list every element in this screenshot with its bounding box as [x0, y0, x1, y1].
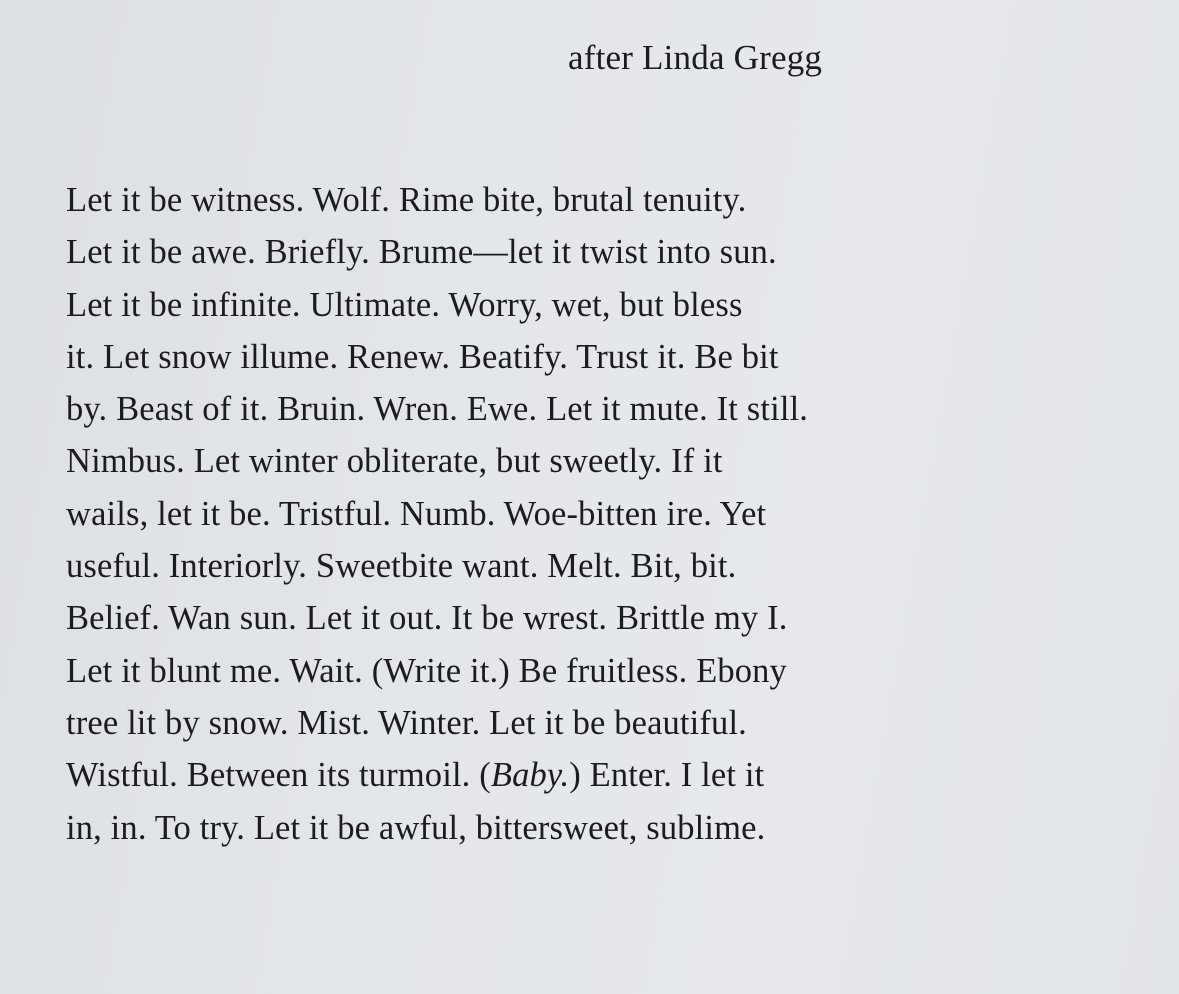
poem-line: Let it blunt me. Wait. (Write it.) Be fruitless. Ebony	[66, 651, 787, 690]
dedication: after Linda Gregg	[568, 38, 823, 77]
poem-line: Let it be awe. Briefly. Brume—let it twist into sun.	[66, 233, 777, 272]
poem-line: it. Let snow illume. Renew. Beatify. Trust it. Be bit	[66, 337, 779, 376]
poem-line: tree lit by snow. Mist. Winter. Let it be beautiful.	[66, 703, 747, 742]
poem-line: Nimbus. Let winter obliterate, but sweetly. If it	[66, 442, 723, 481]
italic-word: Baby.	[490, 756, 570, 795]
poem-line: by. Beast of it. Bruin. Wren. Ewe. Let it mute. It still.	[66, 390, 809, 429]
poem-line-text: Wistful. Between its turmoil. (	[66, 756, 491, 795]
poem-line: wails, let it be. Tristful. Numb. Woe-bitten ire. Yet	[66, 494, 767, 533]
poem-body	[66, 174, 886, 854]
poem-line	[66, 749, 886, 801]
poem-line: Belief. Wan sun. Let it out. It be wrest. Brittle my I.	[66, 599, 788, 638]
poem-line: in, in. To try. Let it be awful, bittersweet, sublime.	[66, 808, 766, 847]
poem-line: Let it be witness. Wolf. Rime bite, brutal tenuity.	[66, 181, 747, 219]
poem-line: useful. Interiorly. Sweetbite want. Melt. Bit, bit.	[66, 547, 737, 586]
poem-line-text: ) Enter. I let it	[569, 756, 765, 795]
poem-line: Let it be infinite. Ultimate. Worry, wet, but bless	[66, 285, 743, 324]
